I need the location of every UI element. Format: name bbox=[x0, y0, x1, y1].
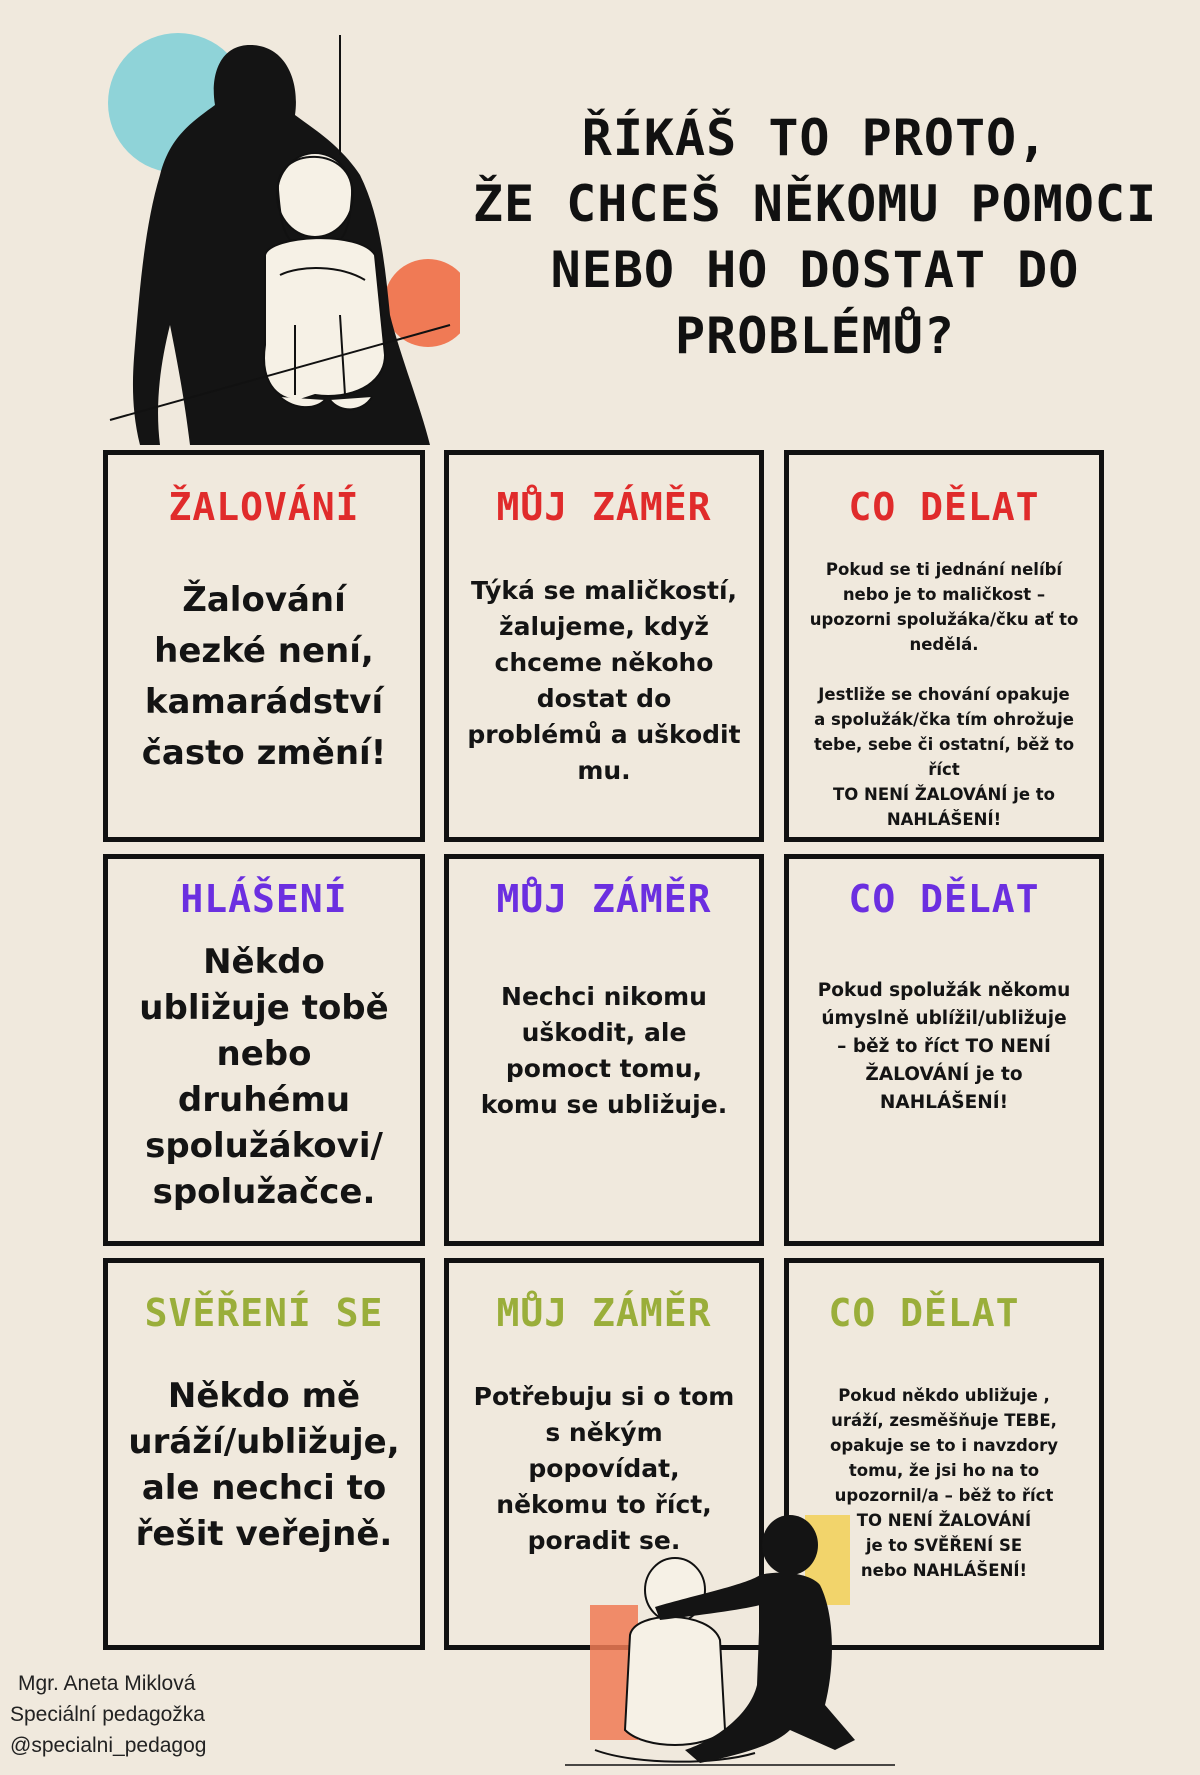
card-action-hlaseni bbox=[784, 854, 1104, 1246]
card-heading: CO DĚLAT bbox=[828, 1291, 1020, 1335]
title-line: ŘÍKÁŠ TO PROTO, bbox=[581, 109, 1049, 167]
title-line: ŽE CHCEŠ NĚKOMU POMOCI bbox=[472, 175, 1158, 233]
card-heading: ŽALOVÁNÍ bbox=[168, 485, 360, 529]
card-text: Někdo mě uráží/ubližuje, ale nechci to řešit veřejně. bbox=[128, 1376, 400, 1554]
card-heading: SVĚŘENÍ SE bbox=[144, 1291, 384, 1335]
page-title bbox=[455, 105, 1175, 369]
consoling-figures-illustration bbox=[535, 1515, 915, 1775]
author-role: Speciální pedagožka bbox=[10, 1703, 205, 1726]
card-intent-hlaseni bbox=[444, 854, 764, 1246]
card-text: Potřebuju si o tom s někým popovídat, někomu to říct, poradit se. bbox=[473, 1382, 735, 1555]
card-heading: CO DĚLAT bbox=[848, 485, 1040, 529]
card-text: Žalování hezké není, kamarádství často změní! bbox=[141, 580, 387, 773]
author-name: Mgr. Aneta Miklová bbox=[18, 1672, 196, 1695]
card-sverenise bbox=[103, 1258, 425, 1650]
card-text: Někdo ubližuje tobě nebo druhému spolužákovi/ spolužačce. bbox=[139, 942, 389, 1212]
card-text: Nechci nikomu uškodit, ale pomoct tomu, komu se ubližuje. bbox=[480, 982, 728, 1119]
card-zalovani bbox=[103, 450, 425, 842]
card-text: Týká se maličkostí, žalujeme, když chceme někoho dostat do problémů a uškodit mu. bbox=[467, 576, 741, 785]
child-shadow-illustration bbox=[100, 25, 460, 455]
card-heading: CO DĚLAT bbox=[848, 877, 1040, 921]
card-heading: MŮJ ZÁMĚR bbox=[496, 1291, 712, 1335]
author-handle: @specialni_pedagog bbox=[10, 1734, 207, 1757]
card-text: Pokud se ti jednání nelíbí nebo je to maličkost – upozorni spolužáka/čku ať to nedělá. Jestliže se chování opakuje a spolužák/čka tím ohrožuje tebe, sebe či ostatní, běž to říct TO NENÍ ŽALOVÁNÍ je to NAHLÁŠENÍ! bbox=[809, 560, 1079, 829]
title-line: NEBO HO DOSTAT DO bbox=[550, 241, 1080, 299]
card-text: Pokud někdo ubližuje , uráží, zesměšňuje TEBE, opakuje se to i navzdory tomu, že jsi ho na to upozornil/a – běž to říct TO NENÍ ŽALOVÁNÍ je to SVĚŘENÍ SE nebo NAHLÁŠENÍ! bbox=[830, 1386, 1058, 1580]
card-action-zalovani bbox=[784, 450, 1104, 842]
author-credit bbox=[10, 1668, 206, 1761]
card-hlaseni bbox=[103, 854, 425, 1246]
card-heading: HLÁŠENÍ bbox=[180, 877, 348, 921]
title-line: PROBLÉMŮ? bbox=[675, 307, 955, 365]
card-heading: MŮJ ZÁMĚR bbox=[496, 877, 712, 921]
card-heading: MŮJ ZÁMĚR bbox=[496, 485, 712, 529]
card-intent-zalovani bbox=[444, 450, 764, 842]
card-text: Pokud spolužák někomu úmyslně ublížil/ubližuje – běž to říct TO NENÍ ŽALOVÁNÍ je to NAHLÁŠENÍ! bbox=[817, 980, 1071, 1113]
